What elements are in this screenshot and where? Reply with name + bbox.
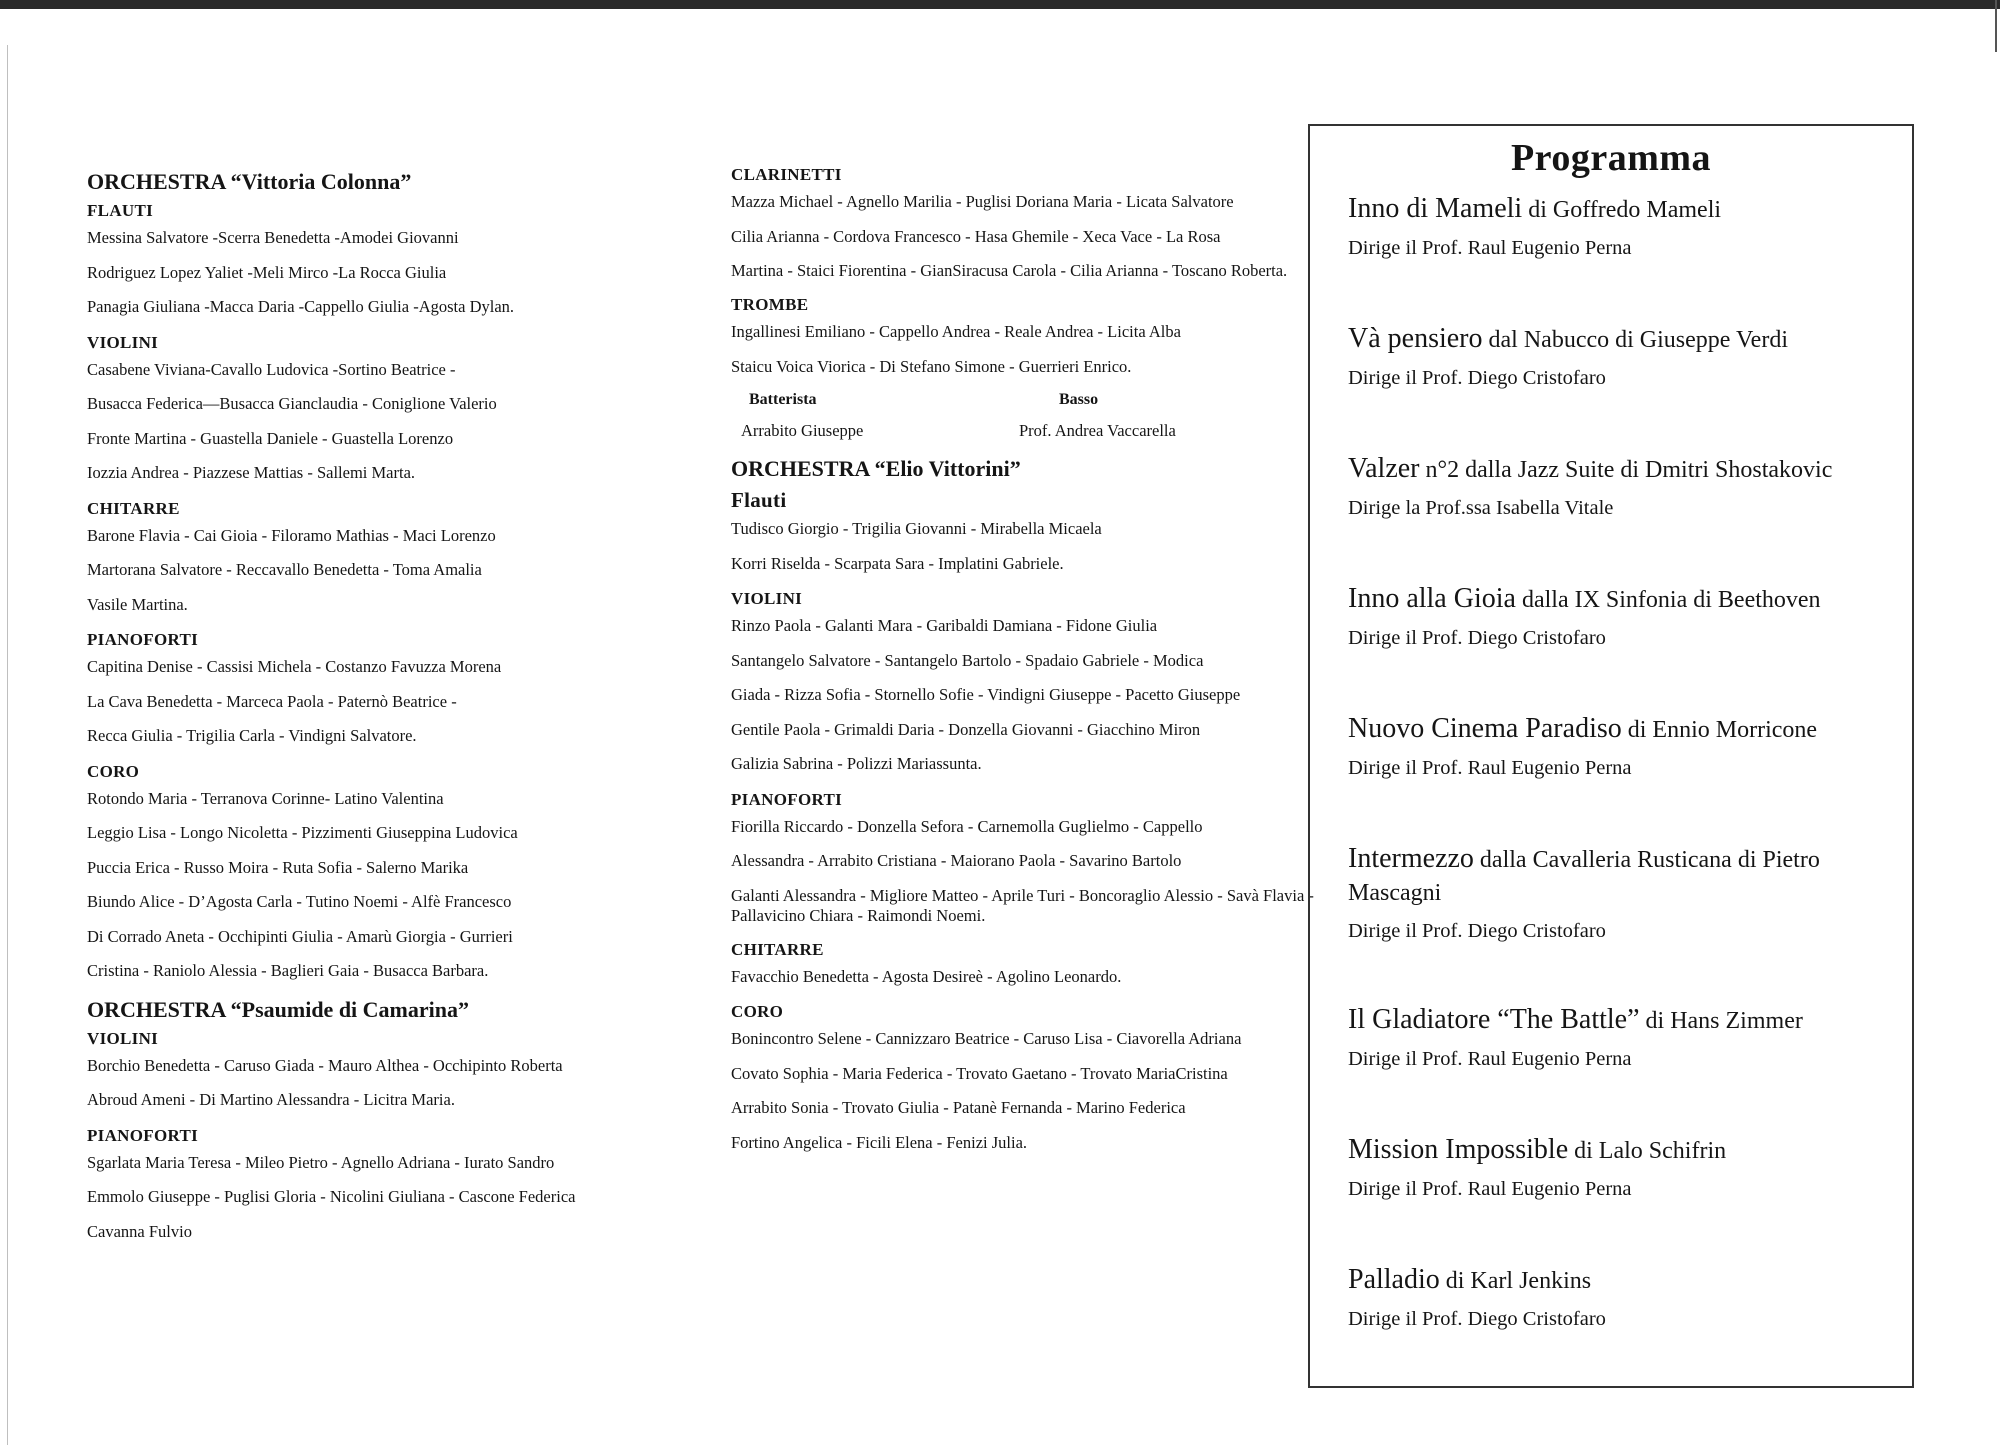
- piece-name: Nuovo Cinema Paradiso: [1348, 713, 1622, 744]
- piece-detail: di Ennio Morricone: [1621, 717, 1818, 743]
- name-line: Favacchio Benedetta - Agosta Desireè - Agolino Leonardo.: [731, 966, 1122, 986]
- program-item: [1348, 843, 1908, 943]
- piece-detail: n°2 dalla Jazz Suite di Dmitri Shostakovic: [1419, 457, 1833, 483]
- section-title: CORO: [87, 761, 140, 781]
- name-line: Recca Giulia - Trigilia Carla - Vindigni Salvatore.: [87, 726, 417, 745]
- name-line: Barone Flavia - Cai Gioia - Filoramo Mathias - Maci Lorenzo: [87, 525, 496, 545]
- piece-detail: di Karl Jenkins: [1439, 1268, 1592, 1294]
- name-line: Cavanna Fulvio: [87, 1221, 192, 1241]
- name-line: Bonincontro Selene - Cannizzaro Beatrice - Caruso Lisa - Ciavorella Adriana: [731, 1029, 1242, 1048]
- name-line: Martorana Salvatore - Reccavallo Benedetta - Toma Amalia: [87, 560, 482, 579]
- piece-name: Mission Impossible: [1348, 1134, 1569, 1165]
- piece-title: [1348, 1004, 1908, 1037]
- name-line: Arrabito Sonia - Trovato Giulia - Patanè Fernanda - Marino Federica: [731, 1098, 1186, 1117]
- piece-detail: di Hans Zimmer: [1639, 1008, 1803, 1034]
- name-line: Abroud Ameni - Di Martino Alessandra - Licitra Maria.: [87, 1090, 455, 1109]
- director-line: Dirige il Prof. Raul Eugenio Perna: [1348, 1178, 1632, 1200]
- orchestra-title: ORCHESTRA “Elio Vittorini”: [731, 456, 1021, 481]
- piece-name: Intermezzo: [1348, 843, 1474, 874]
- section-title: PIANOFORTI: [87, 1125, 199, 1145]
- section-title: CHITARRE: [87, 498, 180, 518]
- name-line: Panagia Giuliana -Macca Daria -Cappello Giulia -Agosta Dylan.: [87, 297, 515, 316]
- section-title: VIOLINI: [731, 589, 803, 608]
- name-line: Tudisco Giorgio - Trigilia Giovanni - Mirabella Micaela: [731, 519, 1102, 538]
- name-line: Sgarlata Maria Teresa - Mileo Pietro - Agnello Adriana - Iurato Sandro: [87, 1152, 555, 1172]
- name-line: Puccia Erica - Russo Moira - Ruta Sofia - Salerno Marika: [87, 857, 469, 877]
- name-line: Capitina Denise - Cassisi Michela - Costanzo Favuzza Morena: [87, 657, 502, 676]
- name-line: Rodriguez Lopez Yaliet -Meli Mirco -La Rocca Giulia: [87, 262, 447, 282]
- batterista-basso-names: [731, 421, 1321, 441]
- section-title: VIOLINI: [87, 1028, 159, 1048]
- name-line: Casabene Viviana-Cavallo Ludovica -Sortino Beatrice -: [87, 359, 456, 379]
- name-line: Emmolo Giuseppe - Puglisi Gloria - Nicolini Giuliana - Cascone Federica: [87, 1187, 576, 1206]
- name-line: Messina Salvatore -Scerra Benedetta -Amodei Giovanni: [87, 228, 459, 247]
- programma-title: Programma: [1510, 137, 1712, 179]
- section-title: PIANOFORTI: [731, 789, 843, 809]
- name-line: Martina - Staici Fiorentina - GianSiracusa Carola - Cilia Arianna - Toscano Roberta.: [731, 261, 1288, 280]
- program-item: [1348, 583, 1908, 650]
- column-middle: [731, 160, 1321, 1167]
- scan-top-edge: [0, 0, 2000, 9]
- scan-right-edge: [1995, 0, 1997, 52]
- batterista-basso-header: [731, 391, 1321, 409]
- name-line: Galizia Sabrina - Polizzi Mariassunta.: [731, 754, 982, 773]
- piece-detail: dal Nabucco di Giuseppe Verdi: [1482, 327, 1788, 353]
- piece-name: Palladio: [1348, 1264, 1440, 1295]
- section-title: VIOLINI: [87, 332, 159, 352]
- director-line: Dirige il Prof. Diego Cristofaro: [1348, 367, 1606, 389]
- name-line: Di Corrado Aneta - Occhipinti Giulia - Amarù Giorgia - Gurrieri: [87, 926, 513, 946]
- section-title: CHITARRE: [731, 939, 824, 959]
- name-line: Gentile Paola - Grimaldi Daria - Donzella Giovanni - Giacchino Miron: [731, 719, 1201, 739]
- piece-detail: di Goffredo Mameli: [1522, 197, 1722, 223]
- section-title: Flauti: [731, 488, 787, 512]
- director-line: Dirige il Prof. Diego Cristofaro: [1348, 1308, 1606, 1330]
- name-line: Iozzia Andrea - Piazzese Mattias - Sallemi Marta.: [87, 463, 416, 482]
- director-line: Dirige il Prof. Diego Cristofaro: [1348, 627, 1606, 649]
- program-item: [1348, 1004, 1908, 1071]
- program-item: [1348, 713, 1908, 780]
- name-line: Leggio Lisa - Longo Nicoletta - Pizzimenti Giuseppina Ludovica: [87, 823, 518, 842]
- name-line: Fiorilla Riccardo - Donzella Sefora - Carnemolla Guglielmo - Cappello: [731, 816, 1203, 836]
- section-title: CORO: [731, 1002, 784, 1021]
- piece-detail: di Lalo Schifrin: [1568, 1138, 1727, 1164]
- director-line: Dirige il Prof. Raul Eugenio Perna: [1348, 1048, 1632, 1070]
- program-item: [1348, 323, 1908, 390]
- column-left: [87, 166, 697, 1256]
- program-item: [1348, 1264, 1908, 1331]
- batterista-title: Batterista: [749, 391, 817, 408]
- piece-name: Inno di Mameli: [1348, 193, 1523, 224]
- scan-left-edge: [7, 45, 8, 1445]
- name-line: Covato Sophia - Maria Federica - Trovato Gaetano - Trovato MariaCristina: [731, 1063, 1228, 1083]
- name-line: Vasile Martina.: [87, 594, 188, 614]
- name-line: Busacca Federica—Busacca Gianclaudia - Coniglione Valerio: [87, 394, 497, 413]
- piece-title: [1348, 453, 1908, 486]
- name-line: Giada - Rizza Sofia - Stornello Sofie - Vindigni Giuseppe - Pacetto Giuseppe: [731, 685, 1241, 704]
- piece-title: [1348, 583, 1908, 616]
- piece-detail: dalla IX Sinfonia di Beethoven: [1515, 587, 1821, 613]
- name-line: Rotondo Maria - Terranova Corinne- Latino Valentina: [87, 788, 444, 808]
- section-title: PIANOFORTI: [87, 630, 199, 649]
- section-title: CLARINETTI: [731, 165, 842, 184]
- director-line: Dirige il Prof. Raul Eugenio Perna: [1348, 237, 1632, 259]
- piece-name: Inno alla Gioia: [1348, 583, 1516, 614]
- piece-title: [1348, 1264, 1908, 1297]
- piece-title: [1348, 713, 1908, 746]
- name-line: Galanti Alessandra - Migliore Matteo - Aprile Turi - Boncoraglio Alessio - Savà Flavia - Pallavicino Chiara - Raimondi Noemi.: [731, 885, 1314, 925]
- program-item: [1348, 1134, 1908, 1201]
- piece-title: [1348, 1134, 1908, 1167]
- orchestra-title: ORCHESTRA “Psaumide di Camarina”: [87, 996, 469, 1022]
- programma-box: [1308, 124, 1914, 1388]
- piece-name: Il Gladiatore “The Battle”: [1348, 1004, 1640, 1035]
- name-line: Santangelo Salvatore - Santangelo Bartolo - Spadaio Gabriele - Modica: [731, 650, 1204, 670]
- name-line: Rinzo Paola - Galanti Mara - Garibaldi Damiana - Fidone Giulia: [731, 616, 1158, 635]
- director-line: Dirige la Prof.ssa Isabella Vitale: [1348, 497, 1614, 519]
- name-line: Biundo Alice - D’Agosta Carla - Tutino Noemi - Alfè Francesco: [87, 892, 512, 911]
- program-item: [1348, 453, 1908, 520]
- name-line: Ingallinesi Emiliano - Cappello Andrea - Reale Andrea - Licita Alba: [731, 322, 1181, 341]
- piece-title: [1348, 843, 1908, 909]
- name-line: Alessandra - Arrabito Cristiana - Maiorano Paola - Savarino Bartolo: [731, 851, 1182, 870]
- name-line: Staicu Voica Viorica - Di Stefano Simone - Guerrieri Enrico.: [731, 356, 1132, 376]
- name-line: Fortino Angelica - Ficili Elena - Fenizi Julia.: [731, 1132, 1028, 1152]
- program-item: [1348, 193, 1908, 260]
- piece-name: Valzer: [1348, 453, 1420, 484]
- name-line: Cilia Arianna - Cordova Francesco - Hasa Ghemile - Xeca Vace - La Rosa: [731, 226, 1221, 246]
- orchestra-title: ORCHESTRA “Vittoria Colonna”: [87, 169, 412, 194]
- basso-title: Basso: [1059, 391, 1099, 408]
- section-title: FLAUTI: [87, 201, 154, 220]
- name-line: Mazza Michael - Agnello Marilia - Puglisi Doriana Maria - Licata Salvatore: [731, 192, 1234, 211]
- piece-name: Và pensiero: [1348, 323, 1483, 354]
- name-line: Borchio Benedetta - Caruso Giada - Mauro Althea - Occhipinto Roberta: [87, 1055, 563, 1075]
- batterista-name: Arrabito Giuseppe: [741, 421, 864, 440]
- section-title: TROMBE: [731, 295, 809, 314]
- name-line: La Cava Benedetta - Marceca Paola - Paternò Beatrice -: [87, 691, 457, 711]
- name-line: Cristina - Raniolo Alessia - Baglieri Gaia - Busacca Barbara.: [87, 961, 489, 980]
- piece-detail: dalla Cavalleria Rusticana di Pietro Mascagni: [1348, 847, 1820, 906]
- basso-name: Prof. Andrea Vaccarella: [1019, 421, 1176, 440]
- name-line: Fronte Martina - Guastella Daniele - Guastella Lorenzo: [87, 428, 454, 448]
- director-line: Dirige il Prof. Diego Cristofaro: [1348, 920, 1606, 942]
- piece-title: [1348, 323, 1908, 356]
- name-line: Korri Riselda - Scarpata Sara - Implatini Gabriele.: [731, 553, 1064, 573]
- director-line: Dirige il Prof. Raul Eugenio Perna: [1348, 757, 1632, 779]
- piece-title: [1348, 193, 1908, 226]
